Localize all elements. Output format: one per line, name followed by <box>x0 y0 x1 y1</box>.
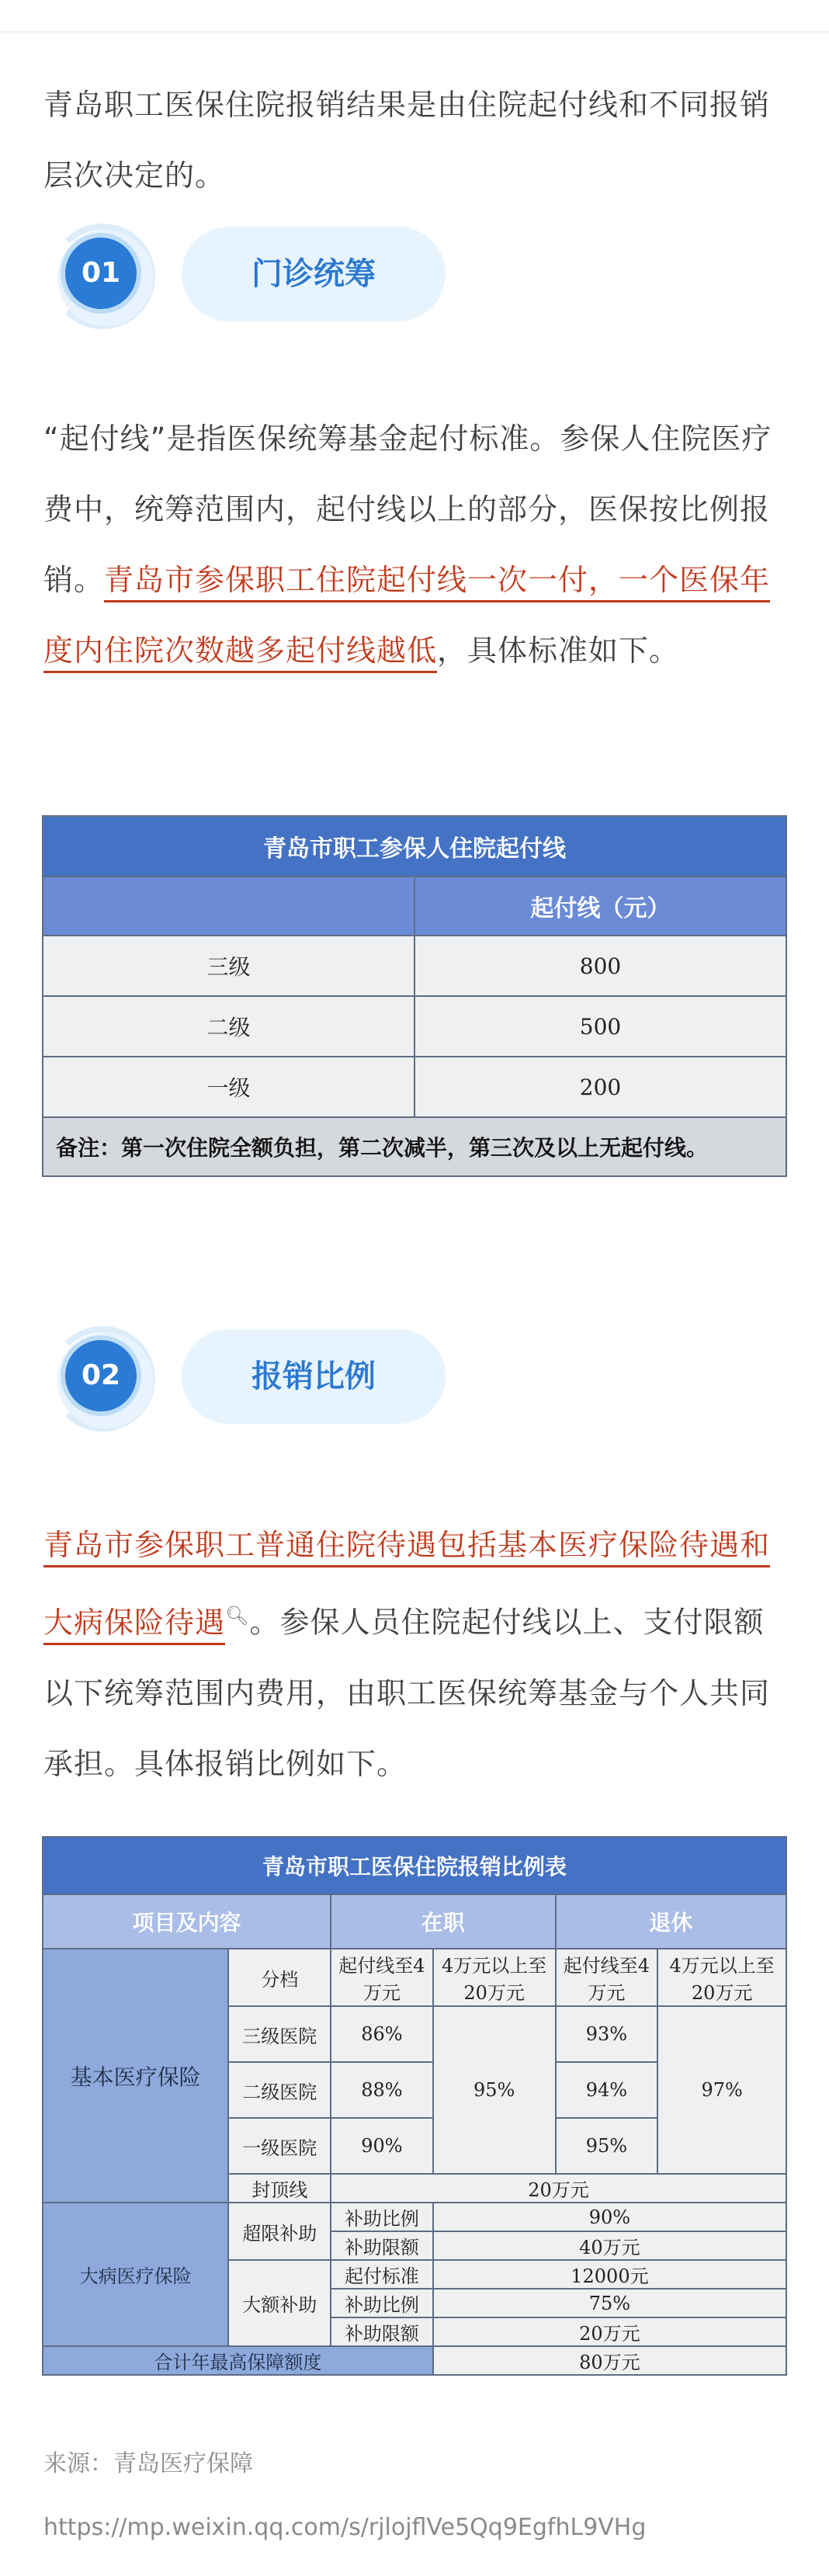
retired-rate: 94% <box>556 2062 658 2118</box>
cap-label: 封顶线 <box>228 2174 331 2203</box>
retired-high-band: 4万元以上至20万元 <box>657 1949 786 2006</box>
top-divider <box>0 31 829 33</box>
section-header-2 <box>50 1321 453 1430</box>
threshold-paragraph <box>43 404 786 686</box>
critical-insurance-label: 大病医疗保险 <box>43 2203 228 2346</box>
subsidy-ratio-value: 75% <box>433 2289 786 2317</box>
intro-paragraph: 青岛职工医保住院报销结果是由住院起付线和不同报销层次决定的。 <box>43 88 771 193</box>
subsidy-ratio-label: 补助比例 <box>331 2289 433 2317</box>
ratio-paragraph <box>43 1510 786 1800</box>
working-high-band: 4万元以上至20万元 <box>433 1949 556 2006</box>
subsidy-ratio-label: 补助比例 <box>331 2203 433 2231</box>
source-link[interactable]: https://mp.weixin.qq.com/s/rjlojflVe5Qq9EgfhL9VHg <box>43 2514 647 2541</box>
subsidy-limit-value: 40万元 <box>433 2231 786 2260</box>
paragraph-text: “起付线”是指医保统筹基金起付标准。参保人住院医疗费中，统筹范围内，起付线以上的部分，医保按比例报销。 <box>43 422 772 597</box>
section-header-1 <box>50 219 453 328</box>
table-note: 备注：第一次住院全额负担，第二次减半，第三次及以上无起付线。 <box>43 1117 786 1176</box>
subsidy-ratio-value: 90% <box>433 2203 786 2231</box>
working-rate: 88% <box>331 2062 433 2118</box>
working-rate: 90% <box>331 2118 433 2174</box>
over-limit-subsidy: 超限补助 <box>228 2203 331 2260</box>
table-cell-level: 二级 <box>43 996 414 1057</box>
header-item: 项目及内容 <box>43 1894 331 1949</box>
section-number: 01 <box>65 238 137 309</box>
ratio-table <box>42 1836 787 2376</box>
section-title: 门诊统筹 <box>182 227 446 321</box>
table-cell-value: 500 <box>414 996 786 1057</box>
subsidy-limit-label: 补助限额 <box>331 2317 433 2346</box>
retired-rate: 93% <box>556 2006 658 2062</box>
total-value: 80万元 <box>433 2346 786 2375</box>
table-cell-value: 200 <box>414 1057 786 1117</box>
retired-rate: 95% <box>556 2118 658 2174</box>
working-low-band: 起付线至4万元 <box>331 1949 433 2006</box>
section-number-badge <box>50 219 166 328</box>
hospital-level: 三级医院 <box>228 2006 331 2062</box>
table-header-value: 起付线（元） <box>414 877 786 936</box>
header-retired: 退休 <box>556 1894 786 1949</box>
table-title: 青岛市职工医保住院报销比例表 <box>43 1837 786 1894</box>
threshold-table <box>42 815 787 1177</box>
header-working: 在职 <box>331 1894 555 1949</box>
start-standard-value: 12000元 <box>433 2260 786 2289</box>
highlight-text: 青岛市参保职工住院起付线一次一付，一个医保年度内住院次数越多起付线越低 <box>43 563 770 673</box>
table-cell-level: 三级 <box>43 936 414 996</box>
section-number-badge <box>50 1321 166 1430</box>
highlight-text: 青岛市参保职工普通住院待遇包括基本医疗保险待遇和大病保险待遇 <box>43 1528 770 1645</box>
retired-high-rate: 97% <box>657 2006 786 2174</box>
table-cell-value: 800 <box>414 936 786 996</box>
section-number: 02 <box>65 1340 137 1411</box>
hospital-level: 二级医院 <box>228 2062 331 2118</box>
working-rate: 86% <box>331 2006 433 2062</box>
retired-low-band: 起付线至4万元 <box>556 1949 658 2006</box>
paragraph-text-end: ，具体标准如下。 <box>437 634 680 668</box>
basic-insurance-label: 基本医疗保险 <box>43 1949 228 2203</box>
working-high-rate: 95% <box>433 2006 556 2174</box>
start-standard-label: 起付标准 <box>331 2260 433 2289</box>
paragraph-text: 。参保人员住院起付线以上、支付限额以下统筹范围内费用，由职工医保统筹基金与个人共同承担。具体报销比例如下。 <box>43 1605 771 1781</box>
total-label: 合计年最高保障额度 <box>43 2346 433 2375</box>
tier-label: 分档 <box>228 1949 331 2006</box>
table-title: 青岛市职工参保人住院起付线 <box>43 816 786 877</box>
cap-value: 20万元 <box>331 2174 786 2203</box>
table-header-level <box>43 877 414 936</box>
hospital-level: 一级医院 <box>228 2118 331 2174</box>
large-subsidy: 大额补助 <box>228 2260 331 2346</box>
source-text: 来源：青岛医疗保障 <box>43 2450 253 2477</box>
table-cell-level: 一级 <box>43 1057 414 1117</box>
search-icon[interactable]: 🔍︎ <box>225 1605 250 1626</box>
subsidy-limit-label: 补助限额 <box>331 2231 433 2260</box>
section-title: 报销比例 <box>182 1329 446 1424</box>
subsidy-limit-value: 20万元 <box>433 2317 786 2346</box>
